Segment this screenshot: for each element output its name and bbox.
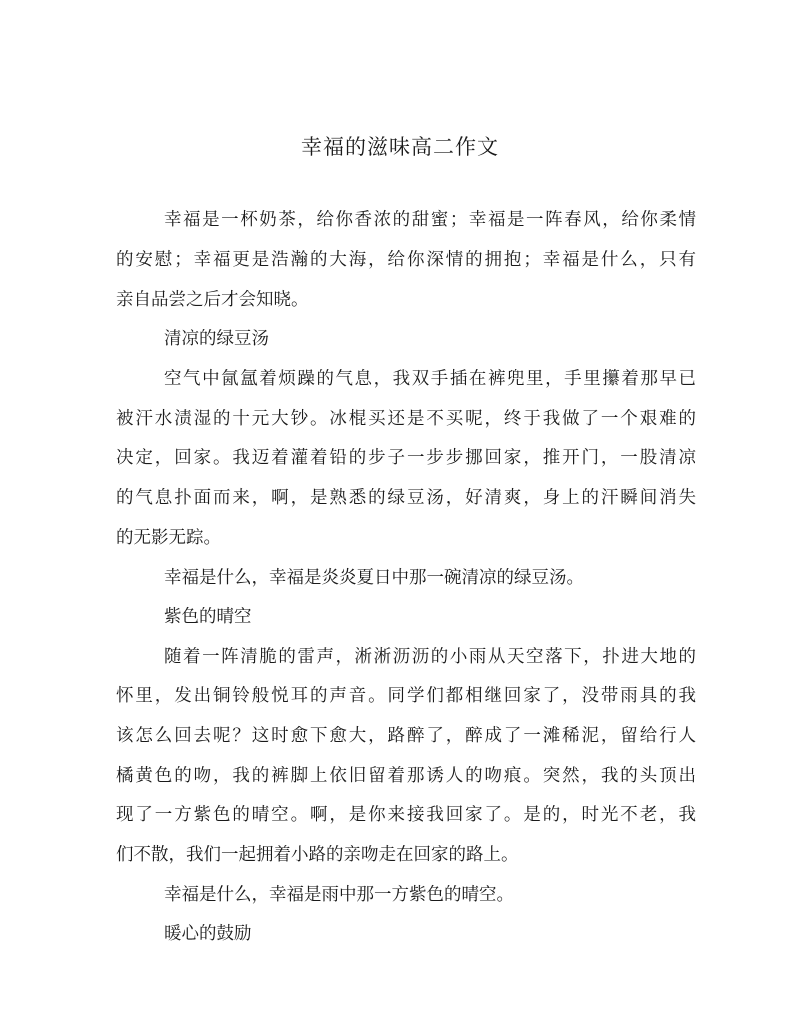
section-heading: 清凉的绿豆汤: [164, 329, 269, 349]
paragraph-line: 现了一方紫色的晴空。啊，是你来接我回家了。是的，时光不老，我: [116, 805, 696, 825]
paragraph-line: 幸福是什么，幸福是雨中那一方紫色的晴空。: [164, 885, 514, 905]
paragraph-line: 的无影无踪。: [116, 528, 221, 548]
paragraph-line: 该怎么回去呢？这时愈下愈大，路醉了，醉成了一滩稀泥，留给行人: [116, 726, 696, 746]
paragraph-line: 决定，回家。我迈着灌着铅的步子一步步挪回家，推开门，一股清凉: [116, 448, 696, 468]
paragraph-line: 怀里，发出铜铃般悦耳的声音。同学们都相继回家了，没带雨具的我: [116, 686, 696, 706]
document-title: 幸福的滋味高二作文: [301, 135, 499, 159]
paragraph-line: 随着一阵清脆的雷声，淅淅沥沥的小雨从天空落下，扑进大地的: [164, 647, 696, 667]
section-heading: 暖心的鼓励: [164, 924, 252, 944]
paragraph-line: 幸福是什么，幸福是炎炎夏日中那一碗清凉的绿豆汤。: [164, 568, 584, 588]
paragraph-line: 空气中氤氲着烦躁的气息，我双手插在裤兜里，手里攥着那早已: [164, 369, 696, 389]
paragraph-line: 的气息扑面而来，啊，是熟悉的绿豆汤，好清爽，身上的汗瞬间消失: [116, 488, 696, 508]
section-heading: 紫色的晴空: [164, 607, 252, 627]
paragraph-line: 橘黄色的吻，我的裤脚上依旧留着那诱人的吻痕。突然，我的头顶出: [116, 766, 696, 786]
paragraph-line: 们不散，我们一起拥着小路的亲吻走在回家的路上。: [116, 845, 519, 865]
paragraph-line: 幸福是一杯奶茶，给你香浓的甜蜜；幸福是一阵春风，给你柔情: [164, 210, 696, 230]
paragraph-line: 亲自品尝之后才会知晓。: [116, 290, 309, 310]
paragraph-line: 的安慰；幸福更是浩瀚的大海，给你深情的拥抱；幸福是什么，只有: [116, 250, 696, 270]
paragraph-line: 被汗水渍湿的十元大钞。冰棍买还是不买呢，终于我做了一个艰难的: [116, 409, 696, 429]
